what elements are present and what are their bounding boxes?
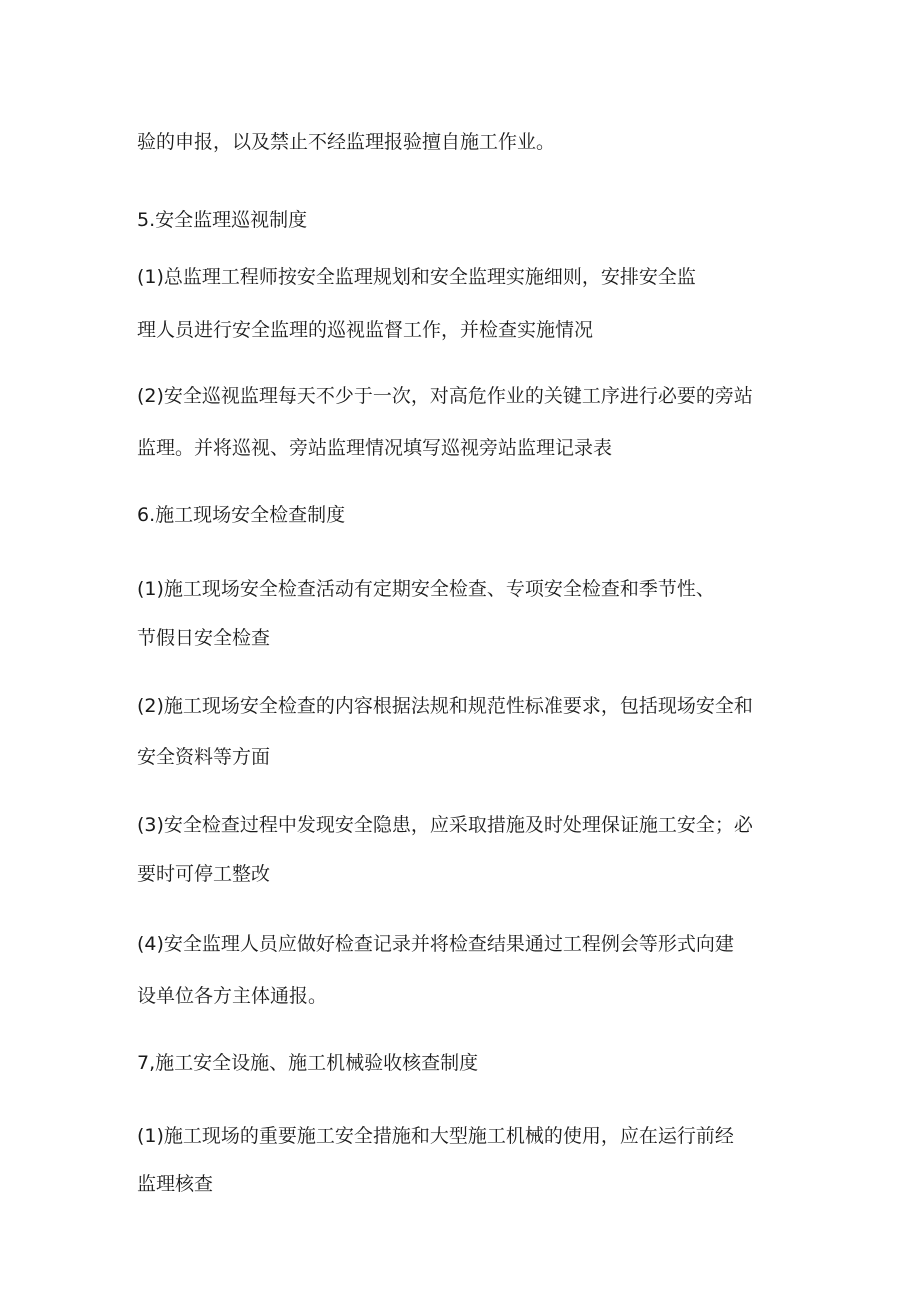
section-heading-6: 6.施工现场安全检查制度 — [137, 504, 346, 526]
paragraph-line: 安全资料等方面 — [137, 746, 271, 768]
paragraph-line: (1)总监理工程师按安全监理规划和安全监理实施细则，安排安全监 — [137, 266, 696, 288]
paragraph-line: 监理。并将巡视、旁站监理情况填写巡视旁站监理记录表 — [137, 437, 613, 459]
paragraph-line: 理人员进行安全监理的巡视监督工作，并检查实施情况 — [137, 319, 594, 341]
paragraph-line: (3)安全检查过程中发现安全隐患，应采取措施及时处理保证施工安全；必 — [137, 814, 753, 836]
paragraph-line: (1)施工现场安全检查活动有定期安全检查、专项安全检查和季节性、 — [137, 578, 715, 600]
paragraph-line: 要时可停工整改 — [137, 863, 271, 885]
paragraph-line: 设单位各方主体通报。 — [137, 985, 328, 1007]
section-heading-7: 7,施工安全设施、施工机械验收核查制度 — [137, 1052, 479, 1074]
paragraph-line: (2)施工现场安全检查的内容根据法规和规范性标准要求，包括现场安全和 — [137, 695, 753, 717]
paragraph-line: (4)安全监理人员应做好检查记录并将检查结果通过工程例会等形式向建 — [137, 933, 734, 955]
paragraph-line: 节假日安全检查 — [137, 627, 271, 649]
paragraph-line: (1)施工现场的重要施工安全措施和大型施工机械的使用，应在运行前经 — [137, 1125, 734, 1147]
paragraph-line: (2)安全巡视监理每天不少于一次，对高危作业的关键工序进行必要的旁站 — [137, 385, 753, 407]
section-heading-5: 5.安全监理巡视制度 — [137, 209, 308, 231]
paragraph-line: 监理核查 — [137, 1173, 214, 1195]
paragraph-line: 验的申报，以及禁止不经监理报验擅自施工作业。 — [137, 131, 556, 153]
